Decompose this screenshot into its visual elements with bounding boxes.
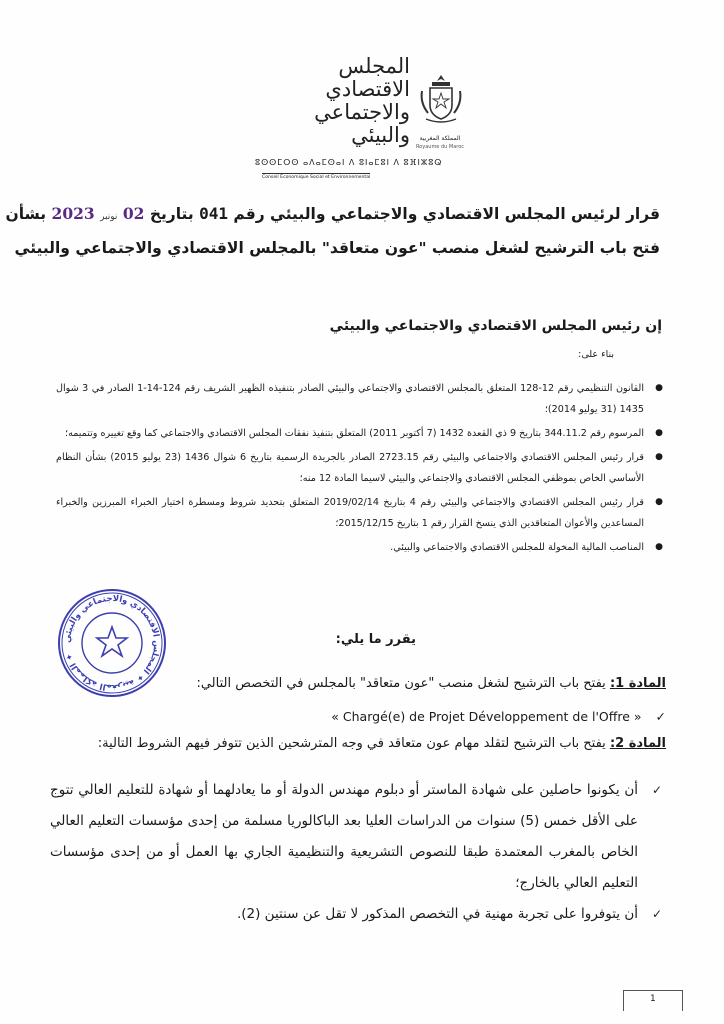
kingdom-ar: المملكة المغربية	[419, 135, 461, 142]
list-item	[56, 447, 666, 489]
visas-list	[56, 378, 666, 561]
conditions-list	[50, 775, 662, 930]
position-title-line	[331, 709, 666, 724]
bullet-icon: ●	[655, 383, 663, 393]
logo-line: المجلس	[338, 54, 410, 78]
list-item	[56, 492, 666, 534]
logo-arabic	[270, 55, 410, 147]
title-suffix: بشأن	[5, 205, 47, 223]
article-2	[46, 736, 666, 751]
article-2-text: يفتح باب الترشيح لتقلد مهام عون متعاقد في وجه المترشحين الذين تتوفر فيهم الشروط التالية:	[97, 736, 606, 751]
decision-title-line-1	[5, 204, 660, 223]
title-date-word: بتاريخ	[149, 205, 194, 223]
handwritten-day: 02	[122, 204, 145, 223]
logo-french: Conseil Économique Social et Environnemental	[262, 175, 371, 180]
article-1-label: المادة 1:	[609, 676, 666, 691]
article-1	[46, 676, 666, 691]
logo-line: والبيئي	[351, 123, 410, 147]
royal-emblem-icon	[418, 73, 464, 125]
logo-line: والاجتماعي	[314, 100, 410, 124]
decision-number: 041	[199, 204, 229, 223]
based-on-label: بناء على:	[578, 349, 614, 360]
position-title: « Chargé(e) de Projet Développement de l'Offre »	[331, 709, 642, 724]
article-2-label: المادة 2:	[609, 736, 666, 751]
stamp-ring-text: المملكة المغربية ✦ المجلس الاقتصادي والاجتماعي والبيئي ✦	[62, 593, 162, 693]
condition-text: أن يكونوا حاصلين على شهادة الماستر أو دبلوم مهندس الدولة أو ما يعادلهما أو شهادة للتعليم العالي تتوج على الأقل خمس (5) سنوات من الدراسات العليا بعد الباكالوريا مسلمة من إحدى مؤسسات التعليم العالي الخاص بالمغرب المعتمدة طبقا للنصوص التشريعية والتنظيمية الجاري بها العمل أو من إحدى مؤسسات التعليم العالي بالخارج؛	[50, 782, 638, 891]
title-month: نونبر	[100, 212, 118, 222]
visa-text: المرسوم رقم 344.11.2 بتاريخ 9 ذي القعدة 1432 (7 أكتوبر 2011) المتعلق بتنفيذ نفقات المجلس الاقتصادي والاجتماعي كما وقع تغييره وتتميمه؛	[65, 428, 644, 439]
visa-text: قرار رئيس المجلس الاقتصادي والاجتماعي والبيئي رقم 2723.15 الصادر بالجريدة الرسمية بتاريخ 6 شوال 1436 (23 يوليو 2015) بشأن النظام الأساسي الخاص بموظفي المجلس الاقتصادي والاجتماعي والبيئي لاسيما المادة 12 منه؛	[56, 452, 645, 484]
logo-line: الاقتصادي	[325, 77, 410, 101]
check-icon: ✓	[655, 709, 666, 724]
bullet-icon: ●	[655, 542, 663, 552]
visa-text: قرار رئيس المجلس الاقتصادي والاجتماعي والبيئي رقم 4 بتاريخ 2019/02/14 المتعلق بتحديد شروط ومسطرة اختيار الخبراء المبرزين والخبراء المساعدين والأعوان المتعاقدين الذي ينسخ القرار رقم 1 بتاريخ 2015/12/15؛	[56, 497, 644, 529]
list-item	[56, 423, 666, 444]
kingdom-fr: Royaume du Maroc	[415, 144, 465, 150]
bullet-icon: ●	[655, 428, 663, 438]
visa-text: المناصب المالية المخولة للمجلس الاقتصادي والاجتماعي والبيئي.	[390, 542, 644, 553]
list-item	[56, 378, 666, 420]
check-icon: ✓	[651, 907, 662, 921]
logo-tifinagh: ⵓⵙⵙⵎⵔⵙ ⴰⴷⴰⵎⵙⴰⵏ ⴷ ⵓⵏⴰⵎⵓⵏ ⴷ ⵓⴼⵏⵣⵓⵕ	[255, 158, 443, 167]
article-1-text: يفتح باب الترشيح لشغل منصب "عون متعاقد" بالمجلس في التخصص التالي:	[196, 676, 606, 691]
check-icon: ✓	[651, 783, 662, 797]
list-item	[56, 537, 666, 558]
decision-title-line-2: فتح باب الترشيح لشغل منصب "عون متعاقد" بالمجلس الاقتصادي والاجتماعي والبيئي	[14, 239, 660, 257]
handwritten-year: 2023	[51, 204, 95, 223]
list-item	[50, 775, 662, 899]
condition-text: أن يتوفروا على تجربة مهنية في التخصص المذكور لا تقل عن سنتين (2).	[236, 906, 638, 922]
preamble: إن رئيس المجلس الاقتصادي والاجتماعي والبيئي	[329, 318, 662, 334]
decides-heading: يقرر ما يلي:	[335, 632, 416, 647]
list-item	[50, 899, 662, 930]
bullet-icon: ●	[655, 452, 663, 462]
stamp-star-icon	[97, 627, 127, 656]
title-prefix: قرار لرئيس المجلس الاقتصادي والاجتماعي والبيئي رقم	[233, 205, 660, 223]
visa-text: القانون التنظيمي رقم 12-128 المتعلق بالمجلس الاقتصادي والاجتماعي والبيئي الصادر بتنفيذه الظهير الشريف رقم 124-14-1 الصادر في 3 شوال 1435 (31 يوليو 2014)؛	[56, 383, 644, 415]
bullet-icon: ●	[655, 497, 663, 507]
cese-logo	[250, 55, 480, 185]
page-number: 1	[650, 994, 656, 1004]
